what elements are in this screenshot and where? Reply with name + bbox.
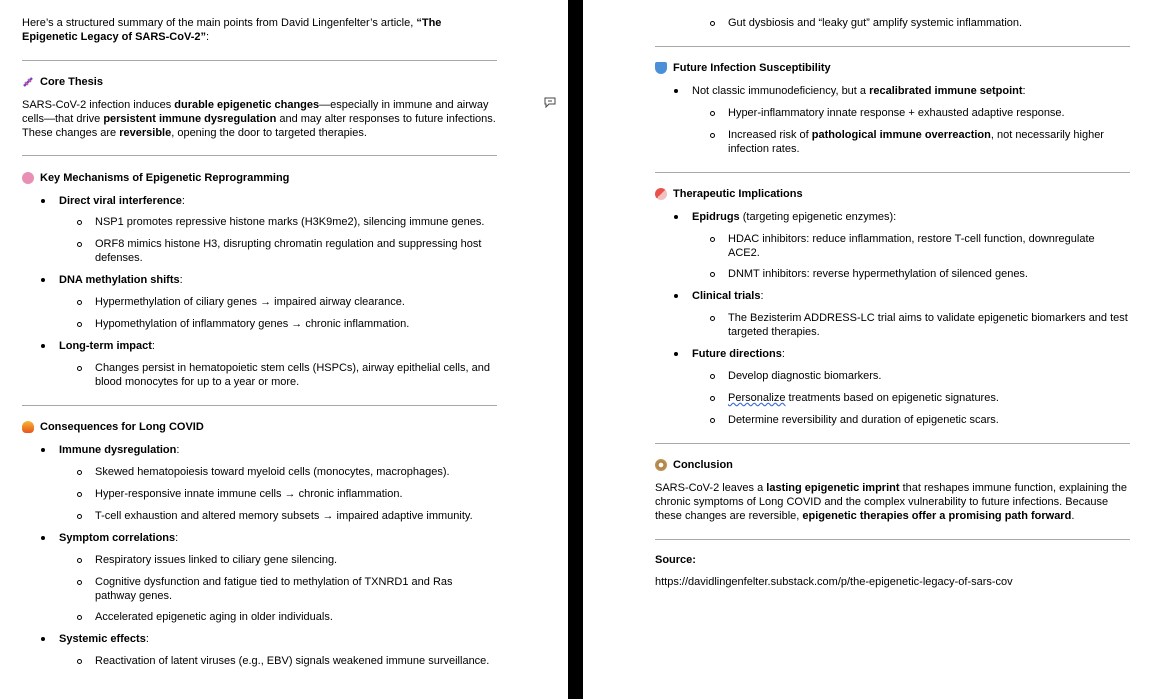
- list-item: Hypermethylation of ciliary genes → impaired airway clearance.: [95, 295, 515, 309]
- list-item: Changes persist in hematopoietic stem cells (HSPCs), airway epithelial cells, and blood monocytes for up to a year or more.: [95, 361, 505, 389]
- dna-icon: [22, 76, 34, 88]
- list-item: Systemic effects:: [59, 633, 149, 645]
- compass-icon: [655, 459, 667, 471]
- heading-conclusion: Conclusion: [655, 458, 733, 472]
- list-item: Gut dysbiosis and “leaky gut” amplify systemic inflammation.: [728, 16, 1128, 30]
- list-item: ORF8 mimics histone H3, disrupting chromatin regulation and suppressing host defenses.: [95, 237, 505, 265]
- list-item: Epidrugs (targeting epigenetic enzymes):: [692, 211, 897, 223]
- list-item: Personalize treatments based on epigenetic signatures.: [728, 391, 1128, 405]
- source-link[interactable]: https://davidlingenfelter.substack.com/p/the-epigenetic-legacy-of-sars-cov: [655, 576, 1013, 588]
- list-item: Cognitive dysfunction and fatigue tied to methylation of TXNRD1 and Ras pathway genes.: [95, 575, 475, 603]
- list-item: The Bezisterim ADDRESS-LC trial aims to validate epigenetic biomarkers and test targeted therapies.: [728, 312, 1128, 338]
- rule: [655, 46, 1130, 47]
- list-item: NSP1 promotes repressive histone marks (H3K9me2), silencing immune genes.: [95, 215, 515, 229]
- list-item: Reactivation of latent viruses (e.g., EBV) signals weakened immune surveillance.: [95, 654, 515, 668]
- conclusion-paragraph: SARS-CoV-2 leaves a lasting epigenetic imprint that reshapes immune function, explaining the chronic symptoms of Long COVID and the complex vulnerability to future infections. Because these changes are reversible, epigenetic therapies offer a promising path forward.: [655, 482, 1128, 522]
- comment-icon[interactable]: [544, 97, 556, 108]
- list-item: Determine reversibility and duration of epigenetic scars.: [728, 413, 1128, 427]
- list-item: Respiratory issues linked to ciliary gene silencing.: [95, 553, 515, 567]
- list-item: Hyper-responsive innate immune cells → chronic inflammation.: [95, 487, 515, 501]
- list-item: Increased risk of pathological immune overreaction, not necessarily higher infection rates.: [728, 128, 1123, 156]
- list-item: Not classic immunodeficiency, but a recalibrated immune setpoint:: [692, 84, 1122, 98]
- pill-icon: [655, 188, 667, 200]
- list-item: Direct viral interference:: [59, 195, 185, 207]
- heading-consequences: Consequences for Long COVID: [22, 420, 204, 434]
- left-page: [0, 0, 568, 699]
- list-item: Clinical trials:: [692, 290, 764, 302]
- rule: [22, 60, 497, 61]
- heading-future-infection: Future Infection Susceptibility: [655, 61, 831, 75]
- rule: [22, 155, 497, 156]
- right-page: [583, 0, 1158, 699]
- heading-therapeutic: Therapeutic Implications: [655, 187, 803, 201]
- list-item: HDAC inhibitors: reduce inflammation, restore T-cell function, downregulate ACE2.: [728, 232, 1123, 260]
- rule: [22, 405, 497, 406]
- intro-paragraph: Here’s a structured summary of the main points from David Lingenfelter’s article, “The Epigenetic Legacy of SARS-CoV-2”:: [22, 17, 442, 43]
- list-item: Develop diagnostic biomarkers.: [728, 369, 1128, 383]
- shield-icon: [655, 62, 667, 74]
- page-divider: [568, 0, 583, 699]
- rule: [655, 539, 1130, 540]
- list-item: DNMT inhibitors: reverse hypermethylation of silenced genes.: [728, 267, 1128, 281]
- heading-core-thesis: Core Thesis: [22, 75, 103, 89]
- brain-icon: [22, 172, 34, 184]
- list-item: Accelerated epigenetic aging in older individuals.: [95, 610, 515, 624]
- rule: [655, 172, 1130, 173]
- list-item: Symptom correlations:: [59, 532, 179, 544]
- list-item: DNA methylation shifts:: [59, 274, 183, 286]
- list-item: T-cell exhaustion and altered memory subsets → impaired adaptive immunity.: [95, 509, 515, 523]
- source-label: Source:: [655, 554, 696, 566]
- list-item: Hypomethylation of inflammatory genes → chronic inflammation.: [95, 317, 515, 331]
- heading-key-mechanisms: Key Mechanisms of Epigenetic Reprogramming: [22, 171, 289, 185]
- list-item: Long-term impact:: [59, 340, 155, 352]
- core-thesis-paragraph: SARS-CoV-2 infection induces durable epigenetic changes—especially in immune and airway cells—that drive persistent immune dysregulation and may alter responses to future infections. These changes are reversible, opening the door to targeted therapies.: [22, 99, 496, 139]
- list-item: Immune dysregulation:: [59, 444, 180, 456]
- fire-icon: [22, 421, 34, 433]
- list-item: Hyper-inflammatory innate response + exhausted adaptive response.: [728, 106, 1128, 120]
- rule: [655, 443, 1130, 444]
- list-item: Future directions:: [692, 348, 785, 360]
- list-item: Skewed hematopoiesis toward myeloid cells (monocytes, macrophages).: [95, 465, 515, 479]
